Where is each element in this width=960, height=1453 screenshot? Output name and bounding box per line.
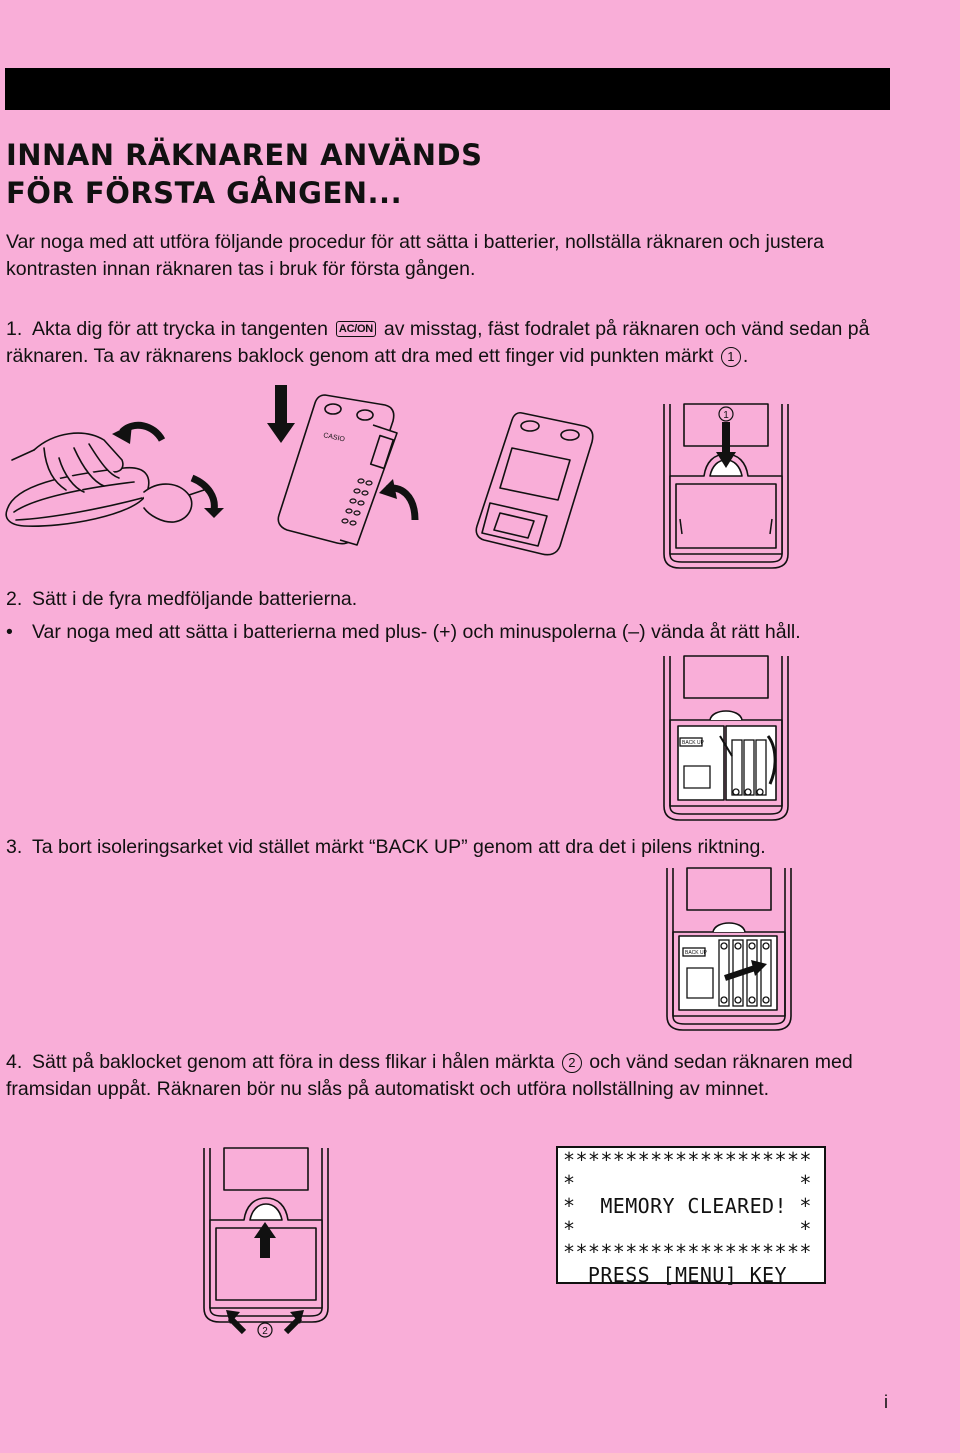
step-2 bbox=[6, 586, 906, 613]
header-bar bbox=[5, 68, 890, 110]
intro-paragraph: Var noga med att utföra följande procedur för att sätta i batterier, nollställa räknaren och justera kontrasten innan räknaren tas i bruk för första gången. bbox=[6, 231, 825, 280]
figure-calculator-back bbox=[472, 408, 597, 558]
step-4 bbox=[6, 1049, 866, 1103]
screen-line-6: PRESS [MENU] KEY bbox=[563, 1263, 787, 1287]
bullet-text: Var noga med att sätta i batterierna med plus- (+) och minuspolerna (–) vända åt rätt håll. bbox=[32, 621, 801, 643]
screen-line-3: * MEMORY CLEARED! * bbox=[563, 1194, 812, 1218]
figure-marker-2: 2 bbox=[262, 1326, 268, 1337]
screen-line-4: * * bbox=[563, 1217, 812, 1241]
step-2-text: Sätt i de fyra medföljande batterierna. bbox=[32, 588, 358, 610]
brand-label: CASIO bbox=[322, 432, 346, 444]
page-title bbox=[6, 136, 482, 212]
title-line-1: INNAN RÄKNAREN ANVÄNDS bbox=[6, 138, 483, 172]
figure-back-cover-remove bbox=[660, 404, 792, 574]
figure-hands-case bbox=[4, 420, 244, 540]
backup-label-fig5: BACK UP bbox=[682, 740, 704, 746]
step-1-text-a: Akta dig för att trycka in tangenten bbox=[32, 318, 328, 340]
step-1-number: 1. bbox=[6, 318, 23, 340]
step-1-text-c: . bbox=[742, 345, 749, 367]
step-2-number: 2. bbox=[6, 588, 23, 610]
circled-number-2-icon: 2 bbox=[562, 1053, 582, 1073]
screen-line-2: * * bbox=[563, 1171, 812, 1195]
step-1 bbox=[6, 316, 906, 370]
screen-line-5: ******************** bbox=[563, 1240, 812, 1264]
step-4-text-a: Sätt på baklocket genom att föra in dess flikar i hålen märkta bbox=[32, 1051, 555, 1073]
step-3-text: Ta bort isoleringsarket vid stället märkt “BACK UP” genom att dra det i pilens riktning. bbox=[32, 836, 766, 858]
backup-label-fig6: BACK UP bbox=[685, 950, 707, 956]
step-3 bbox=[6, 834, 906, 861]
circled-number-1-icon: 1 bbox=[721, 347, 741, 367]
figure-backup-sheet bbox=[663, 868, 795, 1034]
ac-on-key-icon: AC/ON bbox=[336, 321, 376, 337]
figure-calculator-flip bbox=[265, 385, 425, 555]
step-1-text-b: av misstag, fäst fodralet på räknaren och vänd sedan på räknaren. Ta av räknarens baklock genom att dra med ett finger vid punkten märkt bbox=[6, 318, 870, 367]
figure-attach-cover bbox=[200, 1148, 332, 1348]
step-4-number: 4. bbox=[6, 1051, 23, 1073]
figure-batteries-insert bbox=[660, 656, 792, 824]
page-number: i bbox=[884, 1392, 888, 1412]
screen-line-1: ******************** bbox=[563, 1148, 812, 1172]
step-3-number: 3. bbox=[6, 836, 23, 858]
bullet-icon: • bbox=[6, 621, 13, 643]
figure-marker-1: 1 bbox=[723, 410, 729, 421]
title-line-2: FÖR FÖRSTA GÅNGEN... bbox=[6, 176, 403, 210]
step-2-bullet bbox=[6, 619, 886, 646]
step-4-text-b: och vänd sedan räknaren med framsidan uppåt. Räknaren bör nu slås på automatiskt och utföra nollställning av minnet. bbox=[6, 1051, 853, 1100]
calculator-display bbox=[556, 1146, 826, 1287]
